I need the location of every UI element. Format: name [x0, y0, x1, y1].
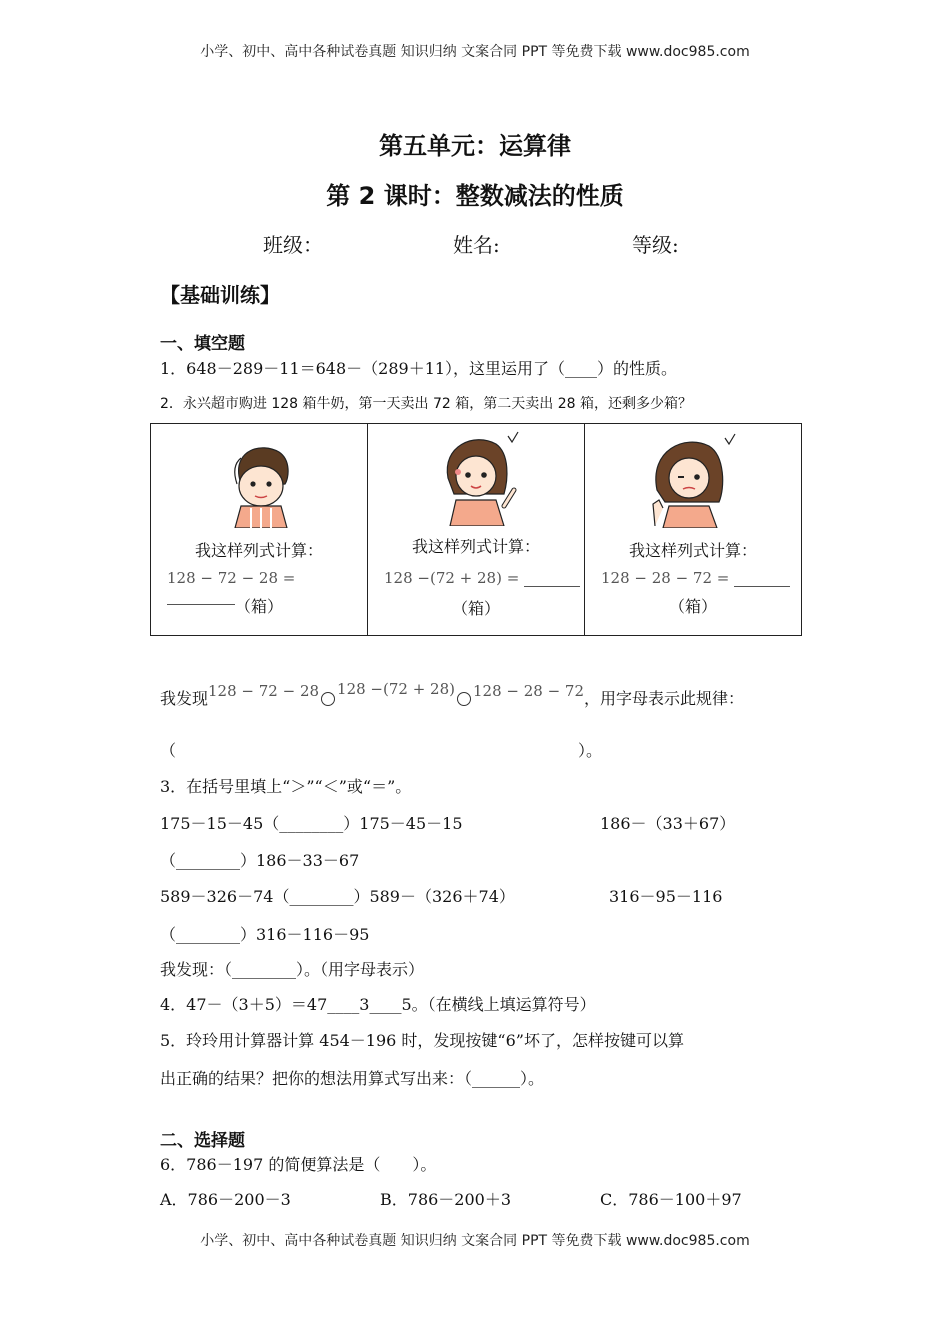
compare-circle-2[interactable]	[457, 692, 471, 706]
question-3-a4b: （________）316－116－95	[160, 925, 370, 944]
cell-3-formula	[601, 569, 790, 587]
question-5-line-2: 出正确的结果？把你的想法用算式写出来：（______）。	[160, 1069, 545, 1088]
question-3-a4: 316－95－116	[609, 887, 723, 906]
question-3-a2: 186－（33＋67）	[600, 814, 736, 833]
question-6: 6．786－197 的简便算法是（ ）。	[160, 1155, 437, 1174]
cell-3-answer-blank[interactable]	[734, 572, 790, 587]
cell-2-formula	[384, 569, 580, 587]
cell-2-unit: （箱）	[451, 599, 500, 618]
thinking-boy-icon	[221, 436, 301, 528]
class-label: 班级：	[263, 233, 323, 257]
page-footer: 小学、初中、高中各种试卷真题 知识归纳 文案合同 PPT 等免费下载 www.doc985.com	[200, 1233, 750, 1249]
question-2: 2．永兴超市购进 128 箱牛奶，第一天卖出 72 箱，第二天卖出 28 箱，还剩多少箱？	[160, 396, 692, 412]
pointing-girl-icon	[434, 428, 528, 526]
cell-3-say: 我这样列式计算：	[628, 541, 757, 560]
question-3-a3: 589－326－74（________）589－（326＋74）	[160, 887, 515, 906]
question-1: 1．648－289－11＝648－（289＋11），这里运用了（____）的性质。	[160, 359, 678, 378]
cell-girl-2	[585, 424, 802, 636]
cell-2-expression: 128 −(72 + 28) =	[384, 569, 520, 587]
waving-girl-icon	[645, 430, 741, 528]
grade-label: 等级:	[632, 233, 679, 257]
question-3-a2b: （________）186－33－67	[160, 851, 360, 870]
discovery-expr-1: 128 − 72 − 28	[208, 682, 320, 700]
question-3-stem: 3．在括号里填上“＞”“＜”或“＝”。	[160, 777, 412, 796]
option-c[interactable]: C．786－100＋97	[600, 1190, 742, 1209]
cell-3-unit: （箱）	[668, 597, 717, 616]
discovery-expr-3: 128 − 28 − 72	[472, 682, 584, 700]
cell-2-say: 我这样列式计算：	[411, 537, 540, 556]
page-title: 第五单元：运算律	[379, 132, 571, 160]
discovery-prefix: 我发现	[160, 689, 209, 708]
compare-circle-1[interactable]	[321, 692, 335, 706]
question-4: 4．47－（3＋5）＝47____3____5。（在横线上填运算符号）	[160, 995, 596, 1014]
illustration-table	[150, 423, 802, 636]
question-3-found: 我发现：（________）。（用字母表示）	[160, 960, 425, 979]
discovery-paren-open: （	[160, 741, 177, 760]
question-5-line-1: 5．玲玲用计算器计算 454－196 时，发现按键“6”坏了，怎样按键可以算	[160, 1031, 684, 1050]
cell-1-say: 我这样列式计算：	[194, 541, 323, 560]
discovery-expr-2: 128 −(72 + 28)	[337, 680, 455, 698]
option-a[interactable]: A．786－200－3	[160, 1190, 291, 1209]
cell-boy	[151, 424, 368, 636]
question-3-a1: 175－15－45（________）175－45－15	[160, 814, 463, 833]
page-header: 小学、初中、高中各种试卷真题 知识归纳 文案合同 PPT 等免费下载 www.doc985.com	[200, 44, 750, 60]
discovery-paren-close: ）。	[578, 741, 603, 760]
cell-3-expression: 128 − 28 − 72 =	[601, 569, 730, 587]
option-b[interactable]: B．786－200＋3	[380, 1190, 512, 1209]
section-choice: 二、选择题	[160, 1131, 245, 1151]
discovery-line	[160, 680, 745, 709]
section-fill-blank: 一、填空题	[160, 334, 245, 354]
page-subtitle: 第 2 课时：整数减法的性质	[326, 182, 624, 210]
cell-girl-1	[368, 424, 585, 636]
discovery-suffix: ，用字母表示此规律：	[584, 689, 745, 708]
training-heading: 【基础训练】	[160, 283, 280, 307]
cell-2-answer-blank[interactable]	[524, 572, 580, 587]
cell-1-expression: 128 − 72 − 28 =	[167, 569, 296, 587]
name-label: 姓名:	[453, 233, 500, 257]
cell-1-unit: （箱）	[234, 597, 283, 616]
